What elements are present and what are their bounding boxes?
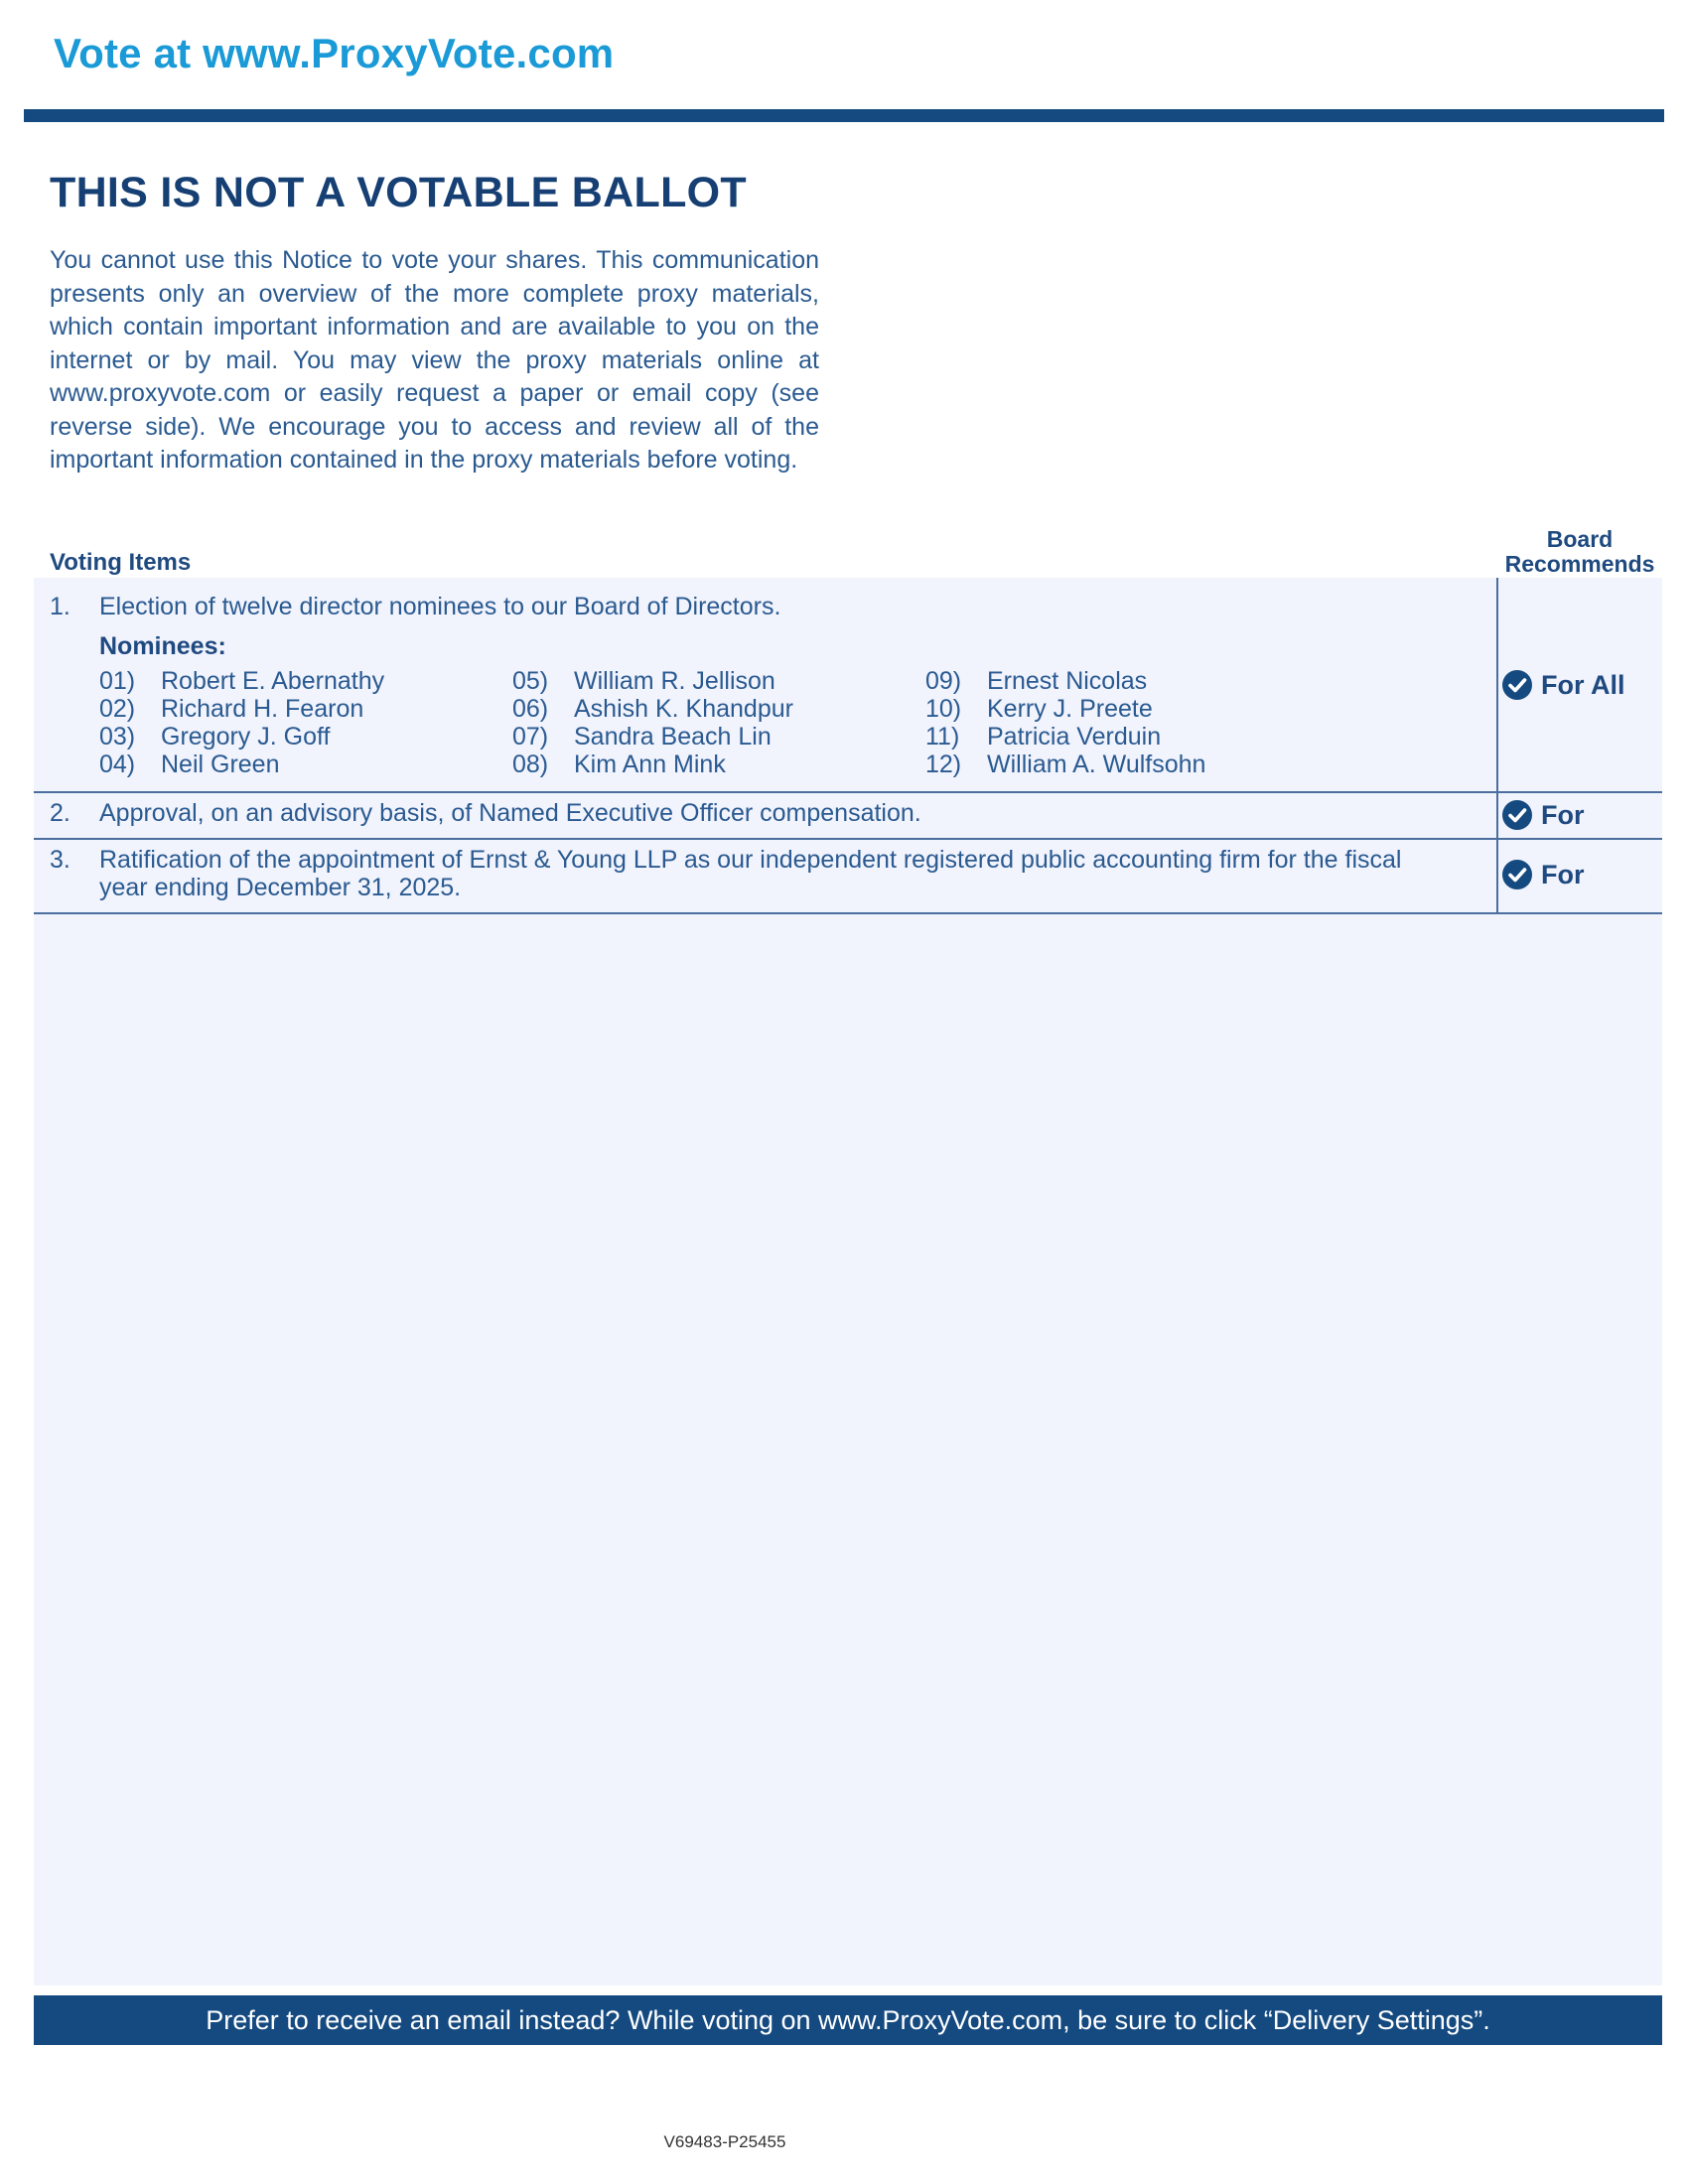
board-label-line2: Recommends: [1504, 551, 1655, 577]
item-3-number: 3.: [50, 846, 70, 874]
nominee-06: [512, 695, 793, 724]
item-2-recommendation: [1501, 799, 1585, 831]
nominee-name: Ashish K. Khandpur: [574, 695, 793, 723]
nominee-04: [99, 751, 280, 779]
check-circle-icon: [1501, 859, 1533, 890]
vote-link-header: Vote at www.ProxyVote.com: [54, 30, 615, 76]
nominee-name: William R. Jellison: [574, 667, 775, 695]
nominee-07: [512, 723, 772, 751]
nominee-02: [99, 695, 363, 724]
nominee-number: 01): [99, 667, 136, 695]
nominee-09: [925, 667, 1147, 696]
recommendation-label: For: [1541, 859, 1585, 889]
nominee-number: 09): [925, 667, 962, 695]
nominee-12: [925, 751, 1205, 779]
nominee-name: Robert E. Abernathy: [161, 667, 385, 695]
nominee-name: Ernest Nicolas: [987, 667, 1148, 695]
board-recommends-label: [1497, 527, 1662, 577]
nominee-name: Sandra Beach Lin: [574, 723, 772, 751]
nominee-number: 02): [99, 695, 136, 723]
row-divider-1: [34, 791, 1662, 793]
nominee-number: 10): [925, 695, 962, 723]
voting-items-label: Voting Items: [50, 549, 192, 576]
nominee-10: [925, 695, 1153, 724]
nominee-05: [512, 667, 775, 696]
recommendation-label: For All: [1541, 669, 1625, 700]
nominee-number: 06): [512, 695, 549, 723]
column-divider: [1496, 578, 1498, 914]
check-circle-icon: [1501, 799, 1533, 831]
row-divider-3: [34, 912, 1662, 914]
nominees-label: Nominees:: [99, 632, 226, 660]
nominee-name: Kim Ann Mink: [574, 751, 726, 778]
page-title: THIS IS NOT A VOTABLE BALLOT: [50, 169, 747, 216]
voting-panel: [34, 578, 1662, 1985]
email-preference-banner: Prefer to receive an email instead? While voting on www.ProxyVote.com, be sure to click “Delivery Settings”.: [34, 1995, 1662, 2045]
nominee-name: Gregory J. Goff: [161, 723, 331, 751]
nominee-name: Richard H. Fearon: [161, 695, 364, 723]
nominee-01: [99, 667, 384, 696]
nominee-08: [512, 751, 726, 779]
recommendation-label: For: [1541, 799, 1585, 830]
item-3-text-line1: Ratification of the appointment of Ernst & Young LLP as our independent registered public accounting firm for the fiscal: [99, 846, 1402, 874]
intro-paragraph: You cannot use this Notice to vote your shares. This communication presents only an overview of the more complete proxy materials, which contain important information and are available to you on the internet or by mail. You may view the proxy materials online at www.proxyvote.com or easily request a paper or email copy (see reverse side). We encourage you to access and review all of the important information contained in the proxy materials before voting.: [50, 246, 819, 474]
item-3-text-line2: year ending December 31, 2025.: [99, 874, 462, 901]
board-label-line1: Board: [1546, 526, 1614, 552]
nominee-11: [925, 723, 1161, 751]
item-1-number: 1.: [50, 593, 70, 620]
nominee-number: 04): [99, 751, 136, 778]
item-2-text: Approval, on an advisory basis, of Named Executive Officer compensation.: [99, 799, 921, 827]
header-rule: [24, 109, 1664, 122]
item-1-text: Election of twelve director nominees to our Board of Directors.: [99, 593, 781, 620]
row-divider-2: [34, 838, 1662, 840]
nominee-number: 05): [512, 667, 549, 695]
nominee-number: 03): [99, 723, 136, 751]
item-1-recommendation: [1501, 669, 1625, 701]
item-2-number: 2.: [50, 799, 70, 827]
nominee-name: Patricia Verduin: [987, 723, 1162, 751]
nominee-name: William A. Wulfsohn: [987, 751, 1206, 778]
item-3-recommendation: [1501, 859, 1585, 890]
document-code: V69483-P25455: [663, 2132, 786, 2151]
nominee-number: 12): [925, 751, 962, 778]
nominee-name: Kerry J. Preete: [987, 695, 1153, 723]
nominee-name: Neil Green: [161, 751, 280, 778]
nominee-number: 11): [925, 723, 960, 751]
nominee-03: [99, 723, 330, 751]
nominee-number: 08): [512, 751, 549, 778]
check-circle-icon: [1501, 669, 1533, 701]
nominee-number: 07): [512, 723, 549, 751]
